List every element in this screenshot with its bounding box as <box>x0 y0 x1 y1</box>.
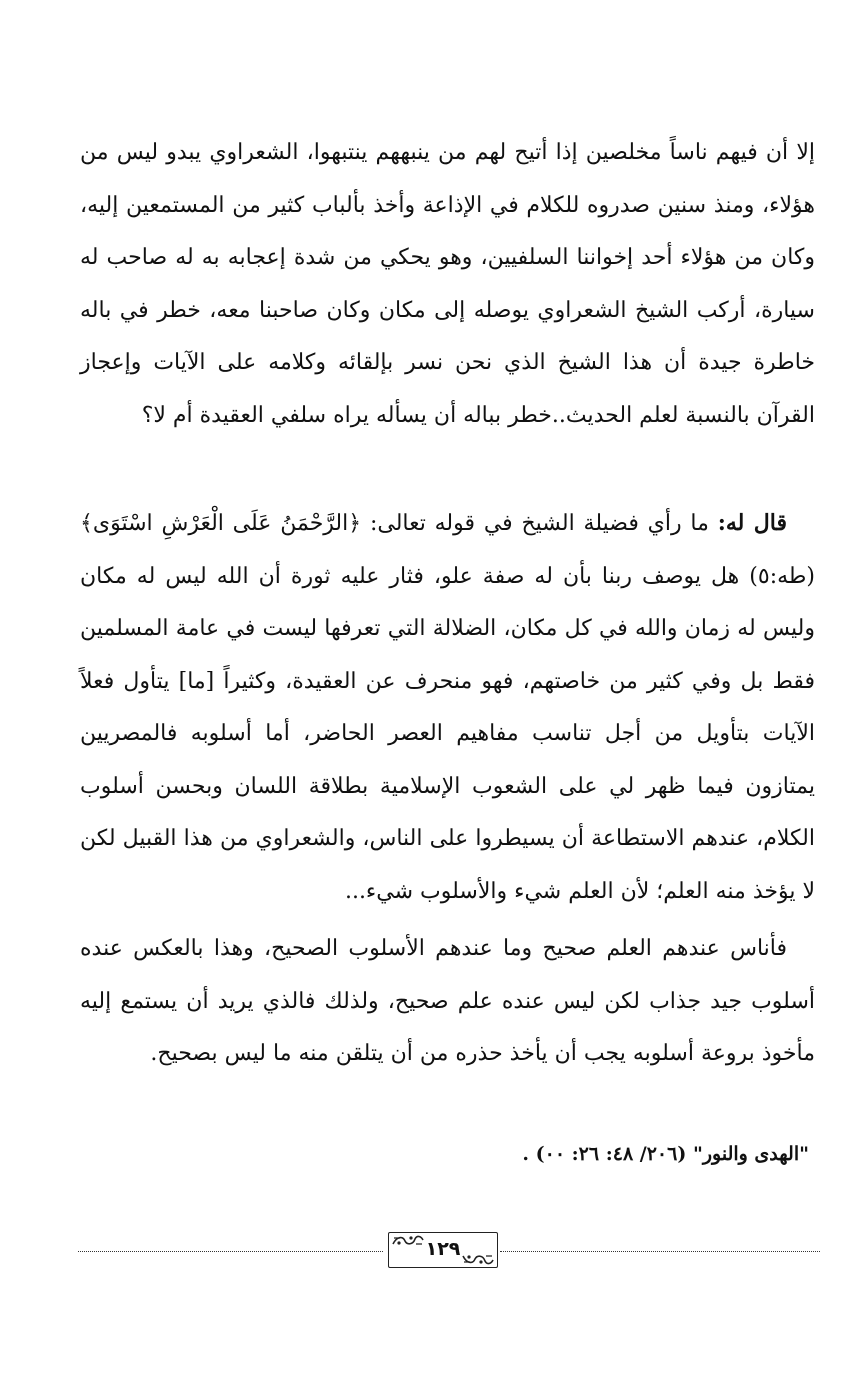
paragraph-1 <box>80 127 815 442</box>
page-footer <box>78 1228 820 1272</box>
source-citation: "الهدى والنور" (٢٠٦/ ٤٨: ٢٦: ٠٠) . <box>522 1143 809 1165</box>
footer-rule-right <box>500 1251 820 1252</box>
paragraph-3 <box>80 923 815 1081</box>
paragraph-2-lead: قال له: <box>717 510 788 536</box>
footer-rule-left <box>78 1251 383 1252</box>
paragraph-3-text: فأناس عندهم العلم صحيح وما عندهم الأسلوب الصحيح، وهذا بالعكس عنده أسلوب جيد جذاب لكن ليس عنده علم صحيح، ولذلك فالذي يريد أن يستمع إليه مأخوذ بروعة أسلوبه يجب أن يأخذ حذره من أن يتلقن منه ما ليس بصحيح. <box>80 936 815 1066</box>
paragraph-1-text: إلا أن فيهم ناساً مخلصين إذا أتيح لهم من ينبههم ينتبهوا، الشعراوي يبدو ليس من هؤلاء، ومنذ سنين صدروه للكلام في الإذاعة وأخذ بألباب كثير من المستمعين إليه، وكان من هؤلاء أحد إخواننا السلفيين، وهو يحكي من شدة إعجابه به له صاحب له سيارة، أركب الشيخ الشعراوي يوصله إلى مكان وكان صاحبنا معه، خطر في باله خاطرة جيدة أن هذا الشيخ الذي نحن نسر بإلقائه وكلامه على الآيات وإعجاز القرآن بالنسبة لعلم الحديث..خطر بباله أن يسأله يراه سلفي العقيدة أم لا؟ <box>80 140 815 428</box>
paragraph-2 <box>80 497 815 918</box>
paragraph-2-text: ما رأي فضيلة الشيخ في قوله تعالى: ﴿الرَّحْمَنُ عَلَى الْعَرْشِ اسْتَوَى﴾(طه:٥) هل يوصف ربنا بأن له صفة علو، فثار عليه ثورة أن الله ليس له مكان وليس له زمان والله في كل مكان، الضلالة التي تعرفها ليست في عامة المسلمين فقط بل وفي كثير من خاصتهم، فهو منحرف عن العقيدة، وكثيراً [ما] يتأول فعلاً الآيات بتأويل من أجل تناسب مفاهيم العصر الحاضر، أما أسلوبه فالمصريين يمتازون فيما ظهر لي على الشعوب الإسلامية بطلاقة اللسان وبحسن أسلوب الكلام، عندهم الاستطاعة أن يسيطروا على الناس، والشعراوي من هذا القبيل لكن لا يؤخذ منه العلم؛ لأن العلم شيء والأسلوب شيء... <box>80 511 815 904</box>
corner-ornament-icon <box>461 1252 495 1266</box>
page-number-frame <box>388 1232 498 1268</box>
page-number: ١٢٩ <box>425 1238 461 1260</box>
